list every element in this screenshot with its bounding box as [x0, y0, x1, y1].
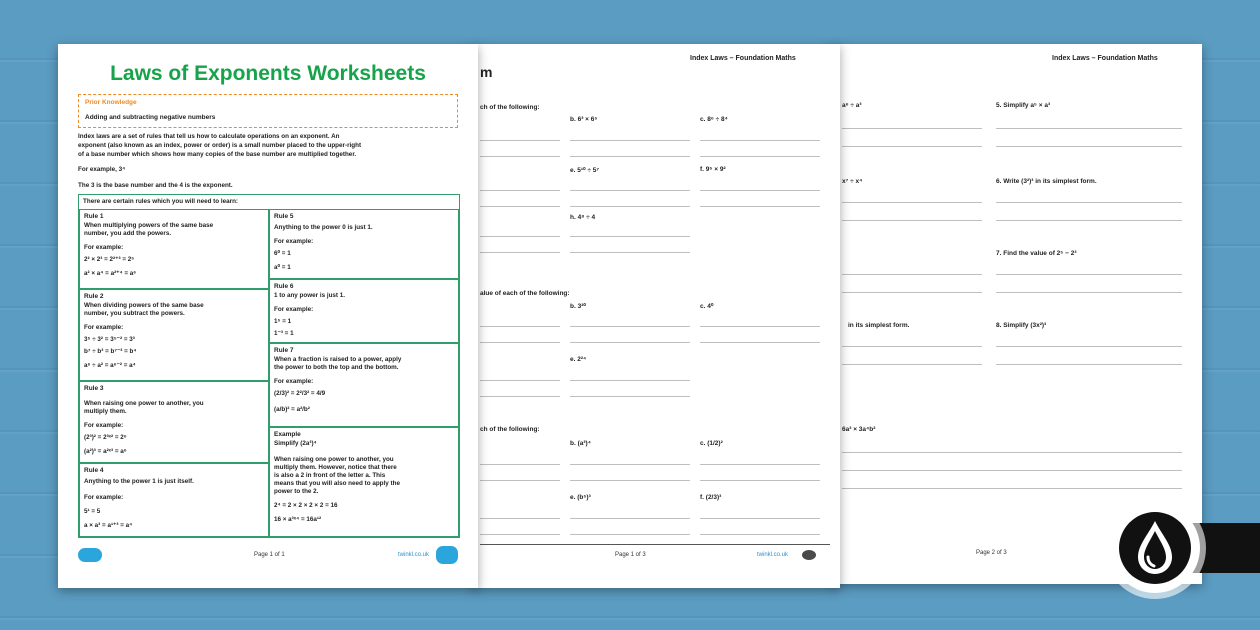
- answer-line: [842, 146, 982, 147]
- answer-line: [996, 128, 1182, 129]
- rule-text: When raising one power to another, you: [274, 456, 394, 463]
- site-url: twinkl.co.uk: [398, 552, 430, 558]
- rule-text: When a fraction is raised to a power, apply: [274, 356, 402, 363]
- answer-line: [570, 380, 690, 381]
- answer-line: [570, 206, 690, 207]
- answer-line: [480, 342, 560, 343]
- prior-knowledge-heading: Prior Knowledge: [85, 99, 137, 106]
- answer-line: [480, 156, 560, 157]
- answer-line: [480, 480, 560, 481]
- answer-line: [700, 140, 820, 141]
- answer-line: [480, 252, 560, 253]
- page-title: m: [480, 64, 493, 80]
- page-rule: [480, 544, 830, 545]
- rule-heading: Example: [274, 431, 301, 438]
- question: b. (a³)⁴: [570, 440, 591, 447]
- rule-heading: Rule 3: [84, 385, 104, 392]
- answer-line: [996, 346, 1182, 347]
- rule-example: a⁶ ÷ a² = a⁶⁻² = a⁴: [84, 362, 136, 369]
- rule-example: (a/b)² = a²/b²: [274, 406, 310, 413]
- rule-text: means that you will also need to apply the: [274, 480, 400, 487]
- rule-cell: [269, 209, 459, 279]
- worksheet-page-middle: [472, 44, 840, 588]
- ink-drop-badge[interactable]: [1110, 503, 1200, 593]
- answer-line: [570, 156, 690, 157]
- page-number: Page 2 of 3: [976, 550, 1007, 556]
- question: 5. Simplify a⁵ × a³: [996, 102, 1051, 109]
- answer-line: [700, 156, 820, 157]
- prior-knowledge-body: Adding and subtracting negative numbers: [85, 114, 216, 121]
- rule-cell: [79, 289, 269, 381]
- badge-tab: [1190, 523, 1260, 573]
- answer-line: [996, 202, 1182, 203]
- rule-example: (2/3)² = 2²/3² = 4/9: [274, 390, 326, 397]
- rule-example: (a²)³ = a²ˣ³ = a⁶: [84, 448, 127, 455]
- answer-line: [570, 326, 690, 327]
- answer-line: [480, 534, 560, 535]
- rule-example: 16 × a³ˣ⁴ = 16a¹²: [274, 516, 322, 523]
- question: h. 4⁸ ÷ 4: [570, 214, 596, 221]
- twinkl-logo: [802, 550, 816, 560]
- rule-heading: Rule 7: [274, 347, 294, 354]
- rule-text: 1 to any power is just 1.: [274, 292, 346, 299]
- answer-line: [480, 396, 560, 397]
- rule-example: 2² × 2³ = 2²⁺³ = 2⁵: [84, 256, 135, 263]
- section-prompt: alue of each of the following:: [480, 290, 570, 297]
- rule-example: 6⁰ = 1: [274, 250, 291, 257]
- rule-cell: [79, 381, 269, 463]
- answer-line: [996, 364, 1182, 365]
- rule-example: a × a³ = a¹⁺³ = a⁴: [84, 522, 133, 529]
- answer-line: [480, 190, 560, 191]
- rule-example: For example:: [274, 378, 314, 385]
- answer-line: [480, 518, 560, 519]
- site-url: twinkl.co.uk: [757, 552, 789, 558]
- page-number: Page 1 of 1: [254, 552, 285, 558]
- rule-cell: [79, 209, 269, 289]
- answer-line: [700, 518, 820, 519]
- for-example: For example, 3⁴: [78, 166, 126, 173]
- rule-example: 1⁵ = 1: [274, 318, 292, 325]
- rule-example: 1⁻³ = 1: [274, 330, 294, 337]
- answer-line: [842, 452, 1182, 453]
- question: x⁷ ÷ x⁴: [842, 178, 863, 185]
- rule-heading: Rule 6: [274, 283, 294, 290]
- worksheet-page-front: [58, 44, 478, 588]
- answer-line: [842, 220, 982, 221]
- question: in its simplest form.: [848, 322, 910, 329]
- question: 7. Find the value of 2⁵ − 2³: [996, 250, 1077, 257]
- rule-example: b⁷ ÷ b³ = b⁷⁻³ = b⁴: [84, 348, 137, 355]
- rule-example: a⁰ = 1: [274, 264, 291, 271]
- rule-cell: [79, 463, 269, 537]
- ink-drop-icon: [1110, 503, 1200, 593]
- intro-line: of a base number which shows how many copies of the base number are multiplied together.: [78, 151, 357, 158]
- rule-text: Anything to the power 1 is just itself.: [84, 478, 194, 485]
- rule-text: multiply them.: [84, 408, 127, 415]
- rule-text: When raising one power to another, you: [84, 400, 204, 407]
- base-note: The 3 is the base number and the 4 is the exponent.: [78, 182, 233, 189]
- rule-example: For example:: [84, 494, 124, 501]
- rule-cell: [269, 343, 459, 427]
- rule-example: For example:: [274, 238, 314, 245]
- answer-line: [842, 202, 982, 203]
- answer-line: [842, 346, 982, 347]
- rule-text: Anything to the power 0 is just 1.: [274, 224, 373, 231]
- example-cell: [269, 427, 459, 537]
- answer-line: [480, 236, 560, 237]
- question: c. 4⁰: [700, 303, 714, 310]
- rule-heading: Rule 4: [84, 467, 104, 474]
- page-header: Index Laws – Foundation Maths: [1052, 55, 1158, 62]
- question: e. 2²⁴: [570, 356, 587, 363]
- answer-line: [570, 518, 690, 519]
- answer-line: [480, 326, 560, 327]
- answer-line: [480, 464, 560, 465]
- section-prompt: ch of the following:: [480, 104, 540, 111]
- answer-line: [996, 274, 1182, 275]
- answer-line: [700, 190, 820, 191]
- rule-heading: Rule 5: [274, 213, 294, 220]
- answer-line: [570, 396, 690, 397]
- twinkl-logo: [78, 548, 102, 562]
- answer-line: [842, 128, 982, 129]
- page-header: Index Laws – Foundation Maths: [690, 55, 796, 62]
- question: c. (1/2)²: [700, 440, 723, 447]
- answer-line: [842, 274, 982, 275]
- rule-example: 2⁴ = 2 × 2 × 2 × 2 = 16: [274, 502, 338, 509]
- answer-line: [570, 236, 690, 237]
- answer-line: [570, 480, 690, 481]
- answer-line: [700, 534, 820, 535]
- answer-line: [842, 292, 982, 293]
- answer-line: [570, 464, 690, 465]
- rule-text: the power to both the top and the bottom.: [274, 364, 399, 371]
- question: e. 5¹⁰ ÷ 5⁷: [570, 167, 600, 174]
- answer-line: [480, 206, 560, 207]
- rule-text: Simplify (2a³)⁴: [274, 440, 317, 447]
- answer-line: [570, 190, 690, 191]
- question: a⁶ ÷ a³: [842, 102, 862, 109]
- page-title: Laws of Exponents Worksheets: [110, 62, 426, 85]
- intro-line: Index laws are a set of rules that tell us how to calculate operations on an exponent. An: [78, 133, 340, 140]
- answer-line: [842, 470, 1182, 471]
- rule-heading: Rule 1: [84, 213, 104, 220]
- rule-example: 3⁵ ÷ 3² = 3⁵⁻² = 3³: [84, 336, 135, 343]
- question: f. (2/3)³: [700, 494, 722, 501]
- rule-text: When dividing powers of the same base: [84, 302, 204, 309]
- rules-note: There are certain rules which you will need to learn:: [83, 198, 239, 205]
- rule-example: For example:: [274, 306, 314, 313]
- answer-line: [480, 380, 560, 381]
- twinkl-badge-logo: [436, 546, 458, 564]
- answer-line: [842, 364, 982, 365]
- answer-line: [570, 534, 690, 535]
- rule-example: 5¹ = 5: [84, 508, 101, 515]
- question: b. 3²⁰: [570, 303, 586, 310]
- question: 6a³ × 3a⁴b²: [842, 426, 876, 433]
- answer-line: [570, 252, 690, 253]
- question: e. (b⁵)³: [570, 494, 591, 501]
- answer-line: [996, 292, 1182, 293]
- answer-line: [700, 464, 820, 465]
- rule-example: For example:: [84, 244, 124, 251]
- answer-line: [700, 342, 820, 343]
- rule-text: number, you add the powers.: [84, 230, 172, 237]
- answer-line: [700, 326, 820, 327]
- answer-line: [570, 140, 690, 141]
- question: c. 8⁶ ÷ 8⁴: [700, 116, 728, 123]
- answer-line: [480, 140, 560, 141]
- rule-text: is also a 2 in front of the letter a. This: [274, 472, 386, 479]
- rule-cell: [269, 279, 459, 343]
- prior-knowledge-box: [78, 94, 458, 128]
- question: f. 9⁵ × 9²: [700, 166, 726, 173]
- rules-grid: [78, 194, 460, 538]
- rule-text: number, you subtract the powers.: [84, 310, 185, 317]
- page-number: Page 1 of 3: [615, 552, 646, 558]
- rule-example: a² × a⁴ = a²⁺⁴ = a⁶: [84, 270, 137, 277]
- question: 8. Simplify (3x²)³: [996, 322, 1047, 329]
- rule-heading: Rule 2: [84, 293, 104, 300]
- section-prompt: ch of the following:: [480, 426, 540, 433]
- rule-text: power to the 2.: [274, 488, 319, 495]
- rule-example: For example:: [84, 324, 124, 331]
- answer-line: [996, 220, 1182, 221]
- rule-text: When multiplying powers of the same base: [84, 222, 214, 229]
- answer-line: [700, 480, 820, 481]
- answer-line: [570, 342, 690, 343]
- answer-line: [996, 146, 1182, 147]
- intro-line: exponent (also known as an index, power or order) is a small number placed to the upper-right: [78, 142, 362, 149]
- rule-example: For example:: [84, 422, 124, 429]
- rule-text: multiply them. However, notice that there: [274, 464, 397, 471]
- answer-line: [700, 206, 820, 207]
- rule-example: (2³)² = 2³ˣ² = 2⁶: [84, 434, 127, 441]
- answer-line: [842, 488, 1182, 489]
- question: b. 6³ × 6⁵: [570, 116, 598, 123]
- question: 6. Write (3²)³ in its simplest form.: [996, 178, 1097, 185]
